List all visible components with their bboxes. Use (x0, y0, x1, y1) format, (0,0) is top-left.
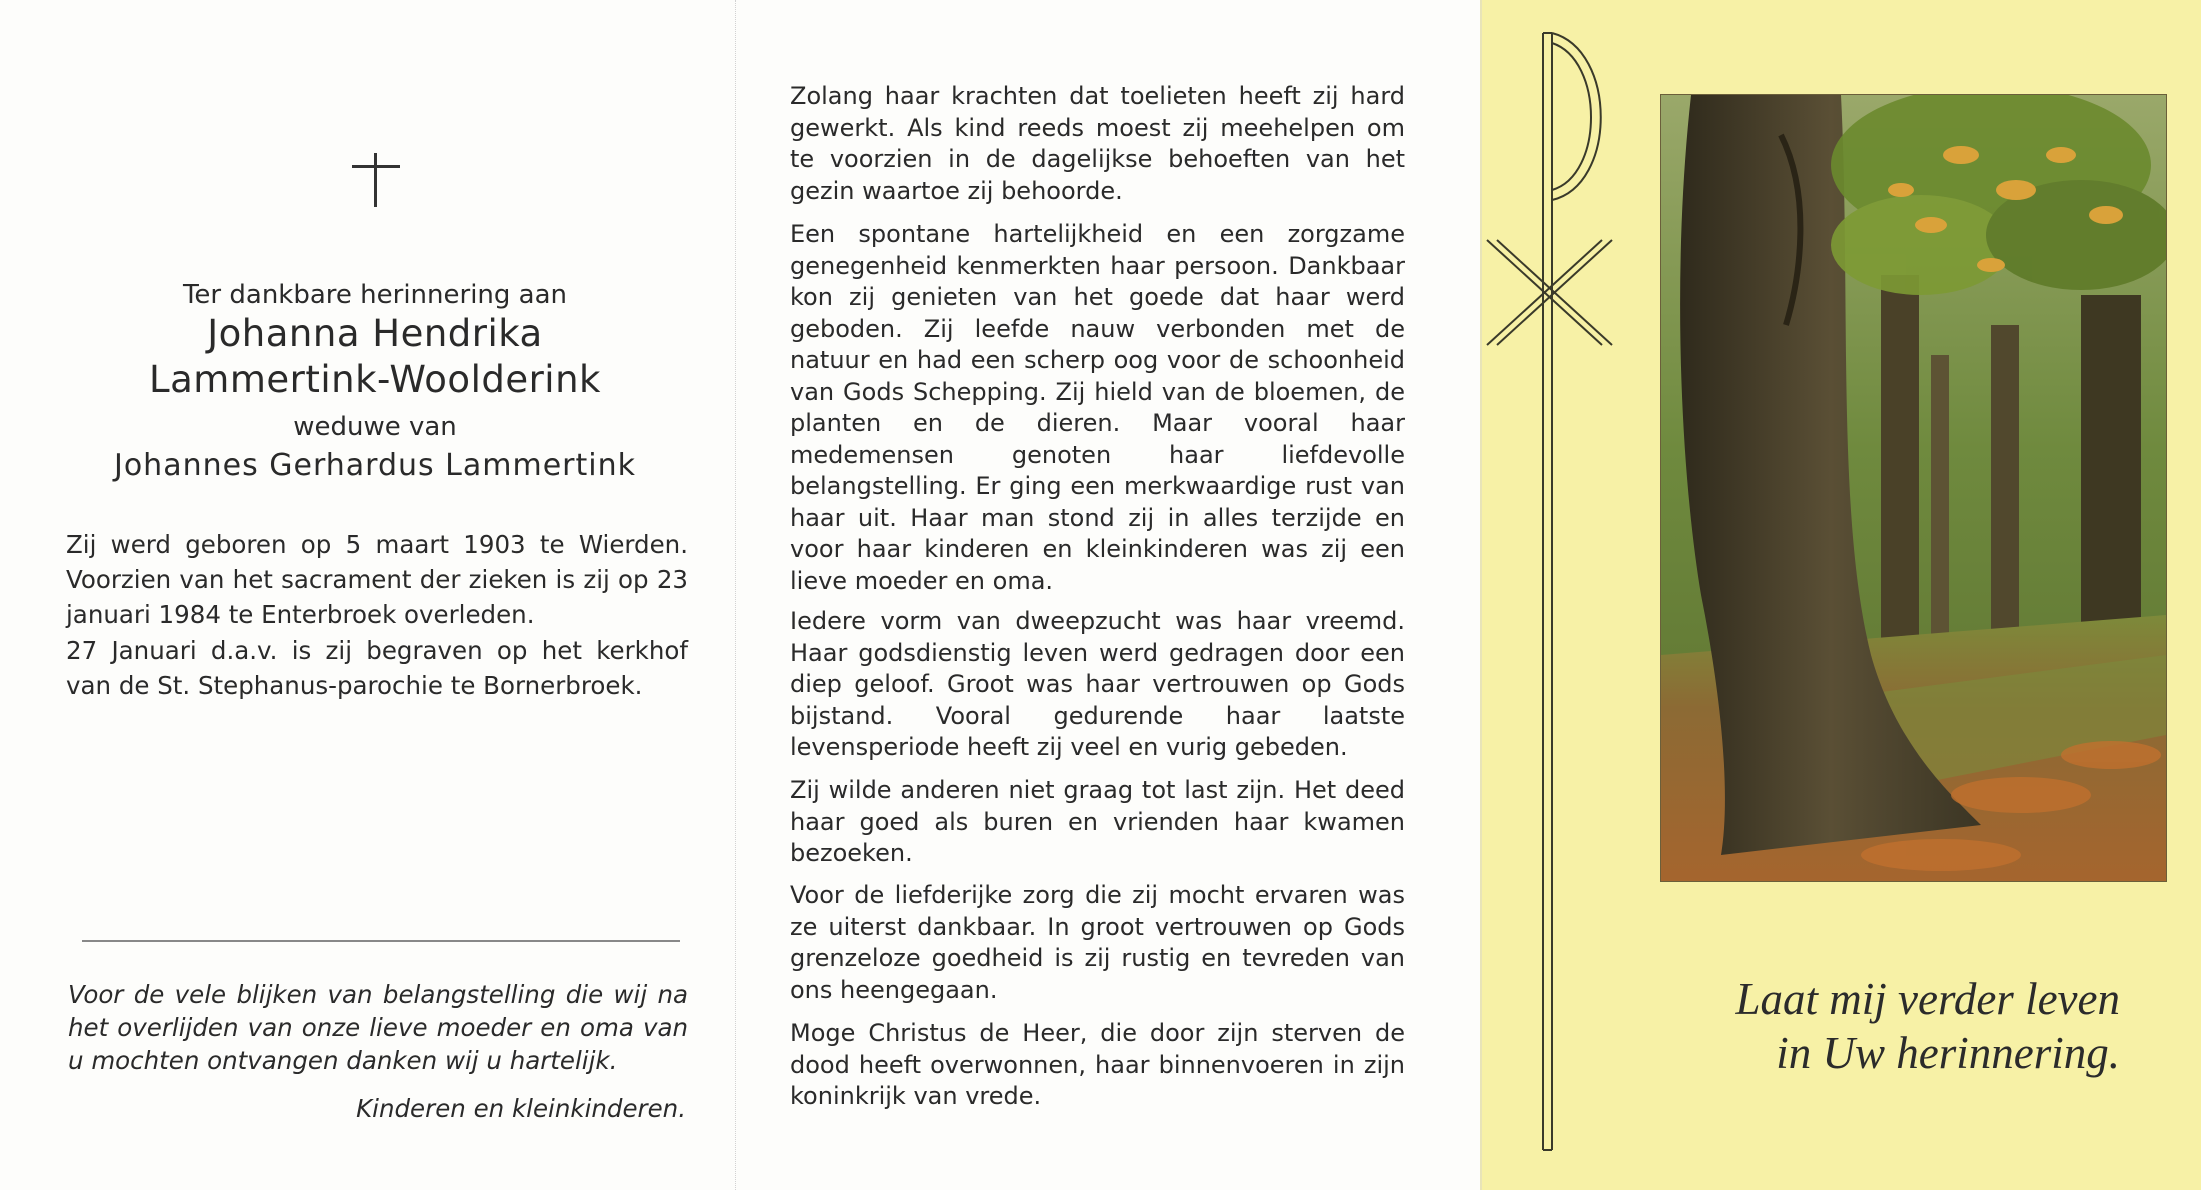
life-paragraph-5: Voor de liefderijke zorg die zij mocht ervaren was ze uiterst dankbaar. In groot vertrouwen op Gods grenzeloze goedheid is zij rustig en tevreden van ons heengegaan. (790, 881, 1405, 1004)
divider-line (82, 940, 680, 942)
life-paragraph-2: Een spontane hartelijkheid en een zorgzame genegenheid kenmerkten haar persoon. Dankbaar kon zij genieten van het goede dat haar werd geboden. Zij leefde nauw verbonden met de natuur en had een scherp oog voor de schoonheid van Gods Schepping. Zij hield van de bloemen, de planten en de dieren. Maar vooral haar medemensen genoten haar liefdevolle belangstelling. Er ging een merkwaardige rust van haar uit. Haar man stond zij in alles terzijde en voor haar kinderen en kleinkinderen was zij een lieve moeder en oma. (790, 220, 1405, 595)
thanks-paragraph: Voor de vele blijken van belangstelling die wij na het overlijden van onze lieve moeder en oma van u mochten ontvangen danken wij u hartelijk. (68, 980, 688, 1075)
memorial-motto (1660, 972, 2120, 1080)
signoff: Kinderen en kleinkinderen. (356, 1094, 686, 1123)
husband-name: Johannes Gerhardus Lammertink (113, 448, 636, 483)
motto-line-1: Laat mij verder leven (1735, 974, 2120, 1024)
deceased-name-line1: Johanna Hendrika (207, 312, 543, 355)
deceased-name-line2: Lammertink-Woolderink (149, 358, 601, 401)
life-paragraph-4: Zij wilde anderen niet graag tot last zijn. Het deed haar goed als buren en vrienden haar kwamen bezoeken. (790, 776, 1405, 867)
life-paragraph-3: Iedere vorm van dweepzucht was haar vreemd. Haar godsdienstig leven werd gedragen door een diep geloof. Groot was haar vertrouwen op Gods bijstand. Vooral gedurende haar laatste levensperiode heeft zij veel en vurig gebeden. (790, 607, 1405, 761)
fold-line (735, 0, 736, 1190)
scan-edge (0, 1190, 2201, 1200)
life-paragraph-1: Zolang haar krachten dat toelieten heeft zij hard gewerkt. Als kind reeds moest zij meehelpen om te voorzien in de dagelijkse behoeften van het gezin waartoe zij behoorde. (790, 82, 1405, 205)
chi-rho-icon (1482, 25, 1632, 1160)
burial-paragraph: 27 Januari d.a.v. is zij begraven op het kerkhof van de St. Stephanus-parochie te Bornerbroek. (66, 636, 688, 700)
motto-line-2: in Uw herinnering. (1776, 1028, 2120, 1078)
widow-of-line: weduwe van (293, 412, 457, 442)
birth-death-paragraph: Zij werd geboren op 5 maart 1903 te Wierden. Voorzien van het sacrament der zieken is zij op 23 januari 1984 te Enterbroek overleden. (66, 530, 688, 629)
life-paragraph-6: Moge Christus de Heer, die door zijn sterven de dood heeft overwonnen, haar binnenvoeren in zijn koninkrijk van vrede. (790, 1019, 1405, 1110)
cross-icon (352, 153, 400, 207)
forest-photo (1660, 94, 2167, 882)
intro-line: Ter dankbare herinnering aan (182, 280, 568, 310)
